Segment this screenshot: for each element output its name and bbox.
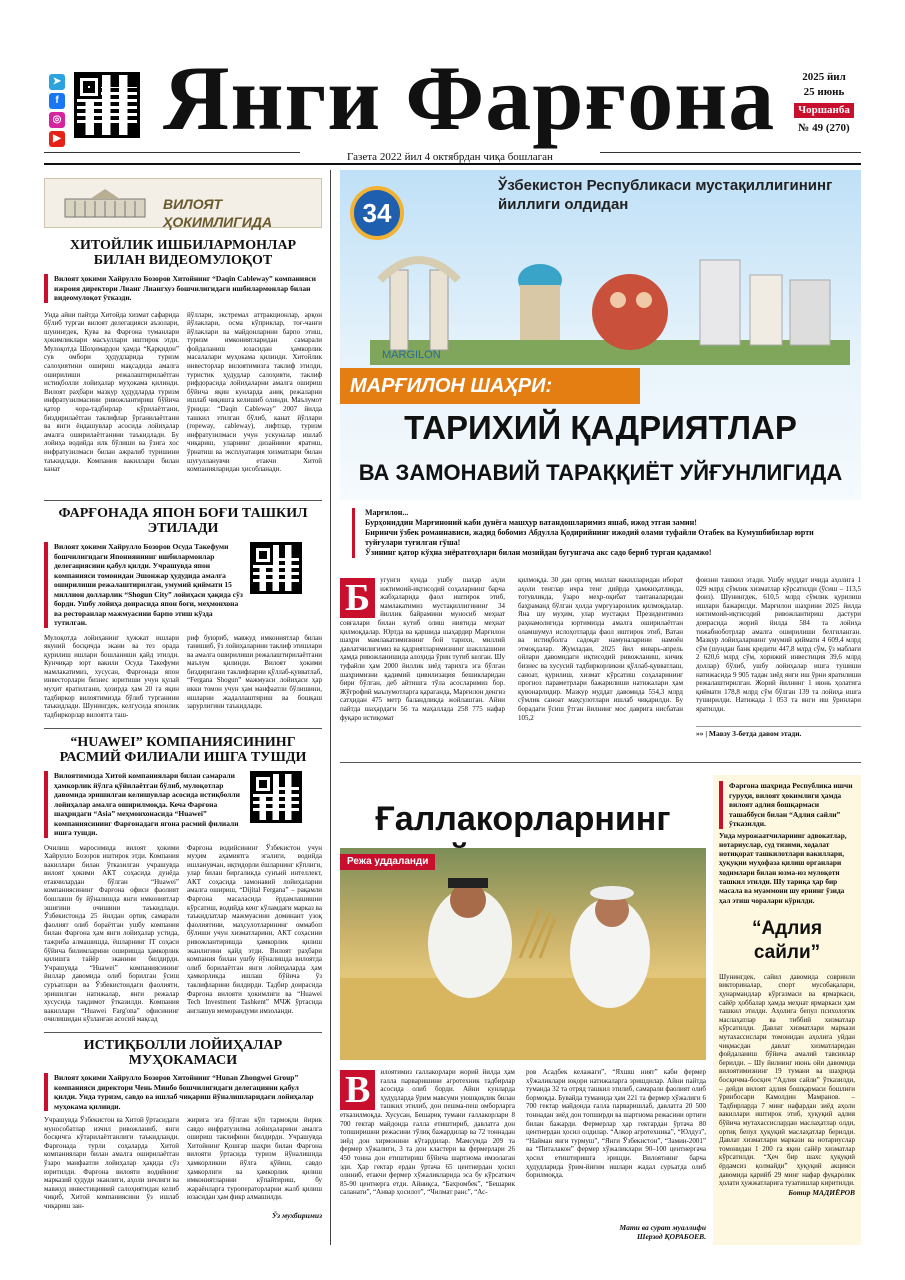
farmers-image xyxy=(340,868,706,1060)
article-body: ров Асадбек келажаги”, “Яхшш ният” каби фермер хўжаликлари юқори натижаларга эришдилар. Айни пайтда туманда 32 та отряд ташкил этилиб, самарали фаолият олиб бормоқда. Бувайда туманида ҳам 221 та фермер хўжалиги 6 700 гектар майдонда ғалла парваришлаб, давлатга 20 500 тоннадан зиёд дон топширди ва шартнома режасини ортиғи билан бажарди. Фермерлар ҳар гектардан ўртача 80 центнердан ҳосил олдилар. “Алкор агротехника”, “Юлдуз”, “Найман янги турмуш”, “Янги Ўзбекистон”, “Замин-2001” ва “Питалакон” фермер хўжаликлари 90–100 центнергача ҳосил етиштиришга эришди. Вилоятнинг барча ҳудудларида ўрим-йиғим ишлари жадал суръатда олиб борилмоқда. xyxy=(526,1068,706,1180)
article-body: Мулоқотда лойиҳанинг ҳужжат ишлари якуний босқичда экани ва тез орада қурилиш ишлари бошланиши қайд этилди. Кунчиқар юрт вакили Осуда Такефуми мамлакатимиз, хусусан, Фарғонада япон инвесторлари бизнес юритиши учун қулай муҳит яратилгани, ҳозирда ҳам 20 га яқин тадбиркор вилоятимизда бўлиб турганини таъкидлади. Шунингдек, келгусида японлик тадбиркорлар вилоятга таш- xyxy=(44,633,179,719)
headline-line: Ғаллакорларнинг xyxy=(375,800,671,838)
margilon-sign: MARGILON xyxy=(382,349,441,361)
quote-line: Марғилон... xyxy=(365,508,409,517)
article-title: ИСТИҚБОЛЛИ ЛОЙИҲАЛАР МУҲОКАМАСИ xyxy=(83,1038,283,1068)
banner-headline: ТАРИХИЙ ҚАДРИЯТЛАР xyxy=(404,409,797,446)
credit-line: Мати ва сурат муаллифи xyxy=(619,1223,706,1232)
article-japan-garden xyxy=(44,506,322,719)
city-tag: МАРҒИЛОН ШАҲРИ: xyxy=(340,368,640,404)
youtube-icon[interactable]: ▶ xyxy=(49,131,65,147)
sidebar-body: Шунингдек, сайил давомида совринли викториналар, спорт мусобақалари, ҳунармандлар кўргазмаси ва ярмаркаси, сайёр ҳоббалар ҳамда меҳнат ярмаркаси ҳам ташкил этилди. Аҳолига бепул психологик маслаҳатлар ва тиббий хизматлар кўрсатилди. Давлат хизматлари маркази мутахассислари томонидан аҳолига уйдан чиқмасдан давлат хизматларидан фойдаланиш бўйича амалий тавсиялар берилди. – Шу йилнинг июнь ойи давомида вилоятимизнинг 19 тумани ва шаҳрида босқичма-босқич “Адлия сайли” ўтказилди, – дейди вилоят адлия бошқармаси бошлиғи ўринбосари Камолдин Мамранов. – Тадбирларда 7 минг нафардан зиёд аҳоли вакиллари иштирок этиб, ҳуқуқий адлия бўйича мутахассислардан маслаҳатлар олди, ортиқ бепул ҳуқуқий маслаҳатлар берилди. Давлат хизматлари маркази ва нотариуслар томонидан 1 200 га яқин сайёр хизматлар кўрсатилди. “Ҳеч бир шахс ҳуқуқий ёрдамсиз қолмайди” ҳуқуқий акцияси давомида қарийб 29 минг нафар фуқаролик ҳолати ҳужжатларига тузатишлар киритилди. xyxy=(719,972,855,1188)
sidebar-intro: Фарғона шаҳрида Республика ишчи гуруҳи, вилоят ҳокимлиги ҳамда вилоят адлия бошқармаси ташаббуси билан “Адлия сайли” ўтказилди. xyxy=(719,781,855,829)
facebook-icon[interactable]: f xyxy=(49,93,65,109)
article-huawei xyxy=(44,735,322,1024)
adliya-sidebar xyxy=(713,775,861,1245)
divider xyxy=(44,163,861,165)
intro-quote xyxy=(352,508,852,558)
article-lead: Вилоятимизда Хитой компаниялари билан самарали ҳамкорлик йўлга қўйилаётган бўлиб, мулоқотлар давомида эришилган келишувлар асосида истиқболли лойиҳалар амалга оширилмоқда. Кеча Фарғона шаҳридаги “Asia” меҳмонхонасида “Huawei” компаниясининг Фарғонадаги ягона расмий филиали ишга тушди. xyxy=(44,771,244,838)
quote-line: Ўзининг қатор кўҳна зиёратгоҳлари билан мозийдан бугунгача акс садо бериб турган қадамжо! xyxy=(365,548,712,557)
qr-code[interactable] xyxy=(250,542,302,594)
social-icons xyxy=(49,74,67,150)
issue-day: Чоршанба xyxy=(794,103,854,118)
city-skyline-image xyxy=(370,240,850,365)
drop-cap: Б xyxy=(340,578,375,618)
instagram-icon[interactable]: ◎ xyxy=(49,112,65,128)
qr-code[interactable] xyxy=(250,771,302,823)
article-body: қилмоқда. 30 дан ортиқ миллат вакилларидан иборат аҳоли тенглар ичра тенг дийрда ҳамжиҳатликда, тотувликда, ўзаро меҳр-оқибат тантаналаридан баҳраманд бўлган ҳолда умргузаронлик қилмоқдалар. Яна шу муҳим, улар мустақил Президентимиз раҳнамолигида юртимизда амалга оширилаётган оламшумул ислоҳотларда фаол иштирок этиб, Ватан ва истиқболга садоқат намуналарини намоён этмоқдалар. Жумладан, 2025 йил январь-апрель ойлари давомидаги иқтисодий ривожланиш, кичик бизнес ва хусусий тадбиркорликни қўллаб-қувватлаш, саноат, қурилиш, хизмат кўрсатиш соҳаларининг прогноз параметрлари бажарилиши натижалари ҳам қувонарлидир. Мазкур муддат давомида 554,3 млрд сўмлик саноат маҳсулотлари ишлаб чиқарилди. Бу борадаги ўсиш ўтган йилнинг мос даврига нисбатан 105,2 xyxy=(518,576,683,722)
building-icon xyxy=(55,187,155,221)
sidebar-title: “Адлия сайли” xyxy=(751,917,823,963)
divider xyxy=(340,762,861,763)
newspaper-title: Янги Фарғона xyxy=(163,47,776,149)
quote-line: Биринчи ўзбек романнависи, жадид бобомиз Абдулла Қодирийнинг ижодий олами туфайли Отабек ва Кумушбибилар юрти туйғулари туғилган гўша! xyxy=(365,528,814,547)
sidebar-author: Ботир МАДИЁРОВ xyxy=(788,1187,855,1197)
article-title: ХИТОЙЛИК ИШБИЛАРМОНЛАР БИЛАН ВИДЕОМУЛОҚОТ xyxy=(69,238,297,268)
article-body: йўллари, экстремал аттракционлар, арқон йўлаклари, осма кўприклар, тоғ-чанғи йўлаклари ва майдонларини барпо этиш, туризм имкониятларидан самарали фойдаланиш юзасидан ҳамкорлик масалалари муҳокама қилинди. Хитойлик инвесторлар вилоятимизга таклиф этилди, туристик ҳудудлар салоҳияти, таклиф рифдорасида лойиҳаларни амалга ошириш бўйича яқин кунларда аниқ режаларни ишлаб чиқишга келишиб олинди. Маълумот ўрнида: “Daqin Cableway” 2007 йилда ташкил этилган бўлиб, канат йўллари (ropeway, cableway), лифтлар, туризм инфратузилмаси учун ускуналар ишлаб чиқариш, уларнинг дизайнини яратиш, ўрнатиш ва эксплуатация хизматлари билан шуғулланувчи етакчи Хитой компанияларидан ҳисобланади. xyxy=(187,310,322,474)
issue-info xyxy=(788,70,860,136)
article-author: Ўз мухбиримиз xyxy=(271,1210,322,1220)
banner-heading: Ўзбекистон Республикаси мустақиллигининг йиллиги олдидан xyxy=(498,177,833,213)
margilon-banner xyxy=(340,170,861,500)
anniversary-badge: 34 xyxy=(350,186,404,240)
credit-author: Шерзод ҚОРАБОЕВ. xyxy=(637,1232,706,1241)
issue-date: 25 июнь xyxy=(803,86,845,98)
article-body: жирига эга бўлган кўп тармоқли йирик савдо инфратузилма лойиҳаларини амалга ошириш таклифини билдирди. Учрашувда Хитойнинг Қошғар шаҳри билан Фарғона вилояти ўртасида туризм йўналишида ҳамкорликни йўлга қўйиш, савдо ҳамкорлиги ва ҳамкорлик қилиш имкониятларини кўпайтириш, бу жараёнларга туроператорларни жалб қилиш юзасидан ҳам фикр алмашилди. xyxy=(187,1116,322,1202)
article-video-meeting xyxy=(44,238,322,474)
article-title: “HUAWEI” КОМПАНИЯСИНИНГ РАСМИЙ ФИЛИАЛИ ИШГА ТУШДИ xyxy=(59,735,307,765)
article-lead: Вилоят ҳокими Хайрулло Бозоров Осуда Такефуми бошчилигидаги Японияниинг ишбилармонлар делегациясини қабул қилди. Учрашувда япон компанияси томонидан Эшонжар ҳудудида амалга оширилиши режалаштирилган, умумий қиймати 15 миллион долларлик “Shogun City” лойиҳаси ҳақида сўз борди. Ушбу лойиҳа доирасида япон боғи, меҳмонхона ва ресторанлар мажмуасини барпо этиш кўзда тутилган. xyxy=(44,542,244,628)
plan-tag: Режа уддаланди xyxy=(340,854,435,870)
article-prospective-projects xyxy=(44,1038,322,1220)
sidebar-lead: Унда мурожаатчиларнинг адвокатлар, нотариуслар, суд тизими, ходалат нотиқорат ташкилотлари вакиллари, ҳуқуқни муҳофаза қилиш органлари ходимлари билан юзма-юз мулоқоти ташкил этилди. Шу тариқа ҳар бир масала ва муаммони шу ернинг ўзида ҳал этиш чоралари кўрилди. xyxy=(719,830,847,905)
continued-text[interactable]: Мавзу 3-бетда давом этади. xyxy=(708,729,802,738)
masthead-qr-code[interactable] xyxy=(74,72,140,138)
article-body: угунги кунда ушбу шаҳар аҳли ижтимоий-иқтисодий соҳаларнинг барча жабҳаларида фаол иштирок этиб, мамлакатимиз мустақиллигининг 34 йиллик байрамини муносиб меҳнат совғалари билан кутиб олиш ниятида меҳнат қилмоқдалар. Юртда ва қаршида шаҳардир Марғилон шаҳри мамлакатимизнинг бой тарихи, миллий давлатчилигимиз ва қадриятларимизнинг шакллашини ҳамда ривожланишида алоҳида ўрин тутиб келган. Шу туфайли ҳам 2000 йиллик зиёд тарихга эга бўлган шаҳримизни қадимий цивилизация бешикларидан бири бўлган, деб айтишга тўла асосларимиз бор. Жўғрофий маълумотларга қараганда, Марғилон денгиз сатҳидан 475 метр баландликда жойлашган. Айни пайтда шаҳардаги 56 та маҳаллада 258 775 нафар фуқаро истиқомат xyxy=(340,576,505,722)
article-harvest xyxy=(340,1068,706,1243)
column-divider xyxy=(330,170,331,1245)
article-lead: Вилоят ҳокими Хайрулло Бозоров Хитойнинг “Daqin Cableway” компанияси ижроия директори Лианг Лиангхуэ бошчилигидаги ишбилармонлар билан видеомулоқот ўтказди. xyxy=(44,274,322,303)
divider xyxy=(44,728,322,729)
article-body: Учрашувда Ўзбекистон ва Хитой ўртасидаги мунособатлар изчил ривожланиб, янги босқичга кўтарилаётганлиги таъкидланди. Фарғонада турли соҳаларда Хитой компаниялари билан амалга оширилаётган ўзаро манфаатли лойиҳалар ҳақида сўз юритилди. Фарғона вилояти водийнинг марказий ҳудуди эканлиги, аҳоли зичлиги ва мавжуд инвестициявий салоҳиятидан келиб чиқиб, Хитой компаниясини ўз ишлаб чиқариш зан- xyxy=(44,1116,179,1210)
article-body: Очилиш маросимида вилоят ҳокими Хайрулло Бозоров иштирок этди. Компания вакиллари билан ўтказилган учрашувда вилоят ҳокими АКТ соҳасида дунёда етакчилардан бўлган “Huawei” компаниясининг Фарғона офиси фаолият бошлаши бу йўналишда янги имкониятлар эшигини очишини таъкидлади. Ўзбекистонда 25 йилдан ортиқ самарали фаолият олиб бораётган ушбу компания билан Фарғона ҳам янги лойиҳалар устида, тажриба алмашишда, ёшларнинг IT соҳаси бўйича билимларини оширишда ҳамкорлик қилишга тайёр эканини билдирди. Учрашувда “Huawei” компаниясининг йиллар давомида олиб борилган ўсиш суръатлари ва Ўзбекистондаги фаолияти, эришилган натижалар, янги режалар хусусида тақдимот ўтказилди. Компания вакиллари “Huawei Farg'ona” офисининг очилишидан кўзланган асосий мақсад xyxy=(44,843,179,1024)
article-title: ФАРҒОНАДА ЯПОН БОҒИ ТАШКИЛ ЭТИЛАДИ xyxy=(58,506,308,536)
harvest-photo xyxy=(340,848,706,1060)
hokimlik-label: ВИЛОЯТ ҲОКИМЛИГИДА xyxy=(163,196,273,230)
photo-credit xyxy=(526,1223,706,1241)
article-body: илоятимиз ғаллакорлари жорий йилда ҳам ғалла парваришини агротехник тадбирлар асосида олиб борди. Айни кунларда ҳудудларда ўрим мавсуми уюшқоқлик билан ташкил этилиб, дон пешма-пеш омборларга етказилмоқда. Хусусан, Бешариқ тумани ғаллакорлари 8 700 гектар майдонда ғалла етиштириб, давлатга дон топширишни режасини тўлиқ бажардилар ва 72 тоннадан зиёд дон хирмонини кўтардилар. Мамсумда 209 та фермер хўжалиги, 3 та дон кластери ва фермерлари 26 450 тонна дон етиштириш бўйича шартнома имзолаган эди. Ҳар гектар ердан ўртача 65 центнердан ҳосил олиниб, етакчи фермер хўжаликларида эса бу кўрсаткич 85-90 центнерга етди. Айниқса, “Бахромбек”, “Бешарик саланати”, “Анвар ҳосилот”, “Чилмат ранс”, “Ас- xyxy=(340,1068,515,1197)
divider xyxy=(44,500,322,501)
quote-line: Бурҳониддин Марғиноний каби дунёга машҳур ватандошларимиз яшаб, ижод этган замин! xyxy=(365,518,697,527)
article-body: Фарғона водийсининг Ўзбекистон учун муҳим аҳамиятга эгалиги, водийда ишланувчан, иқтидорли ёшларнинг кўплиги, улар билан биргаликда сунъий интеллект, АКТ соҳасида замонавий лойиҳаларни амалга ошириш, “Dijital Fergana” – рақамли Фарғона масаласида ёрдамлашишни кўрсатиш, водийда кенг кўламдаги марказ ва таъкидлатлар мажмуасини доминант узоқ фаолиятини, маҳсулотларининг оммабоп бўлиши учун хизматларини, АКТ соҳасини ривожлантиришда ҳамкорлик қилиш эканлигини қайд этди. Вилоят раҳбари компания билан ушбу йўналишда вилоятда олиб борилаётган янги лойиҳаларда ҳам ҳамкорликда ишлаш бўйича ўз таклифларини билдирди. Тадбир доирасида Фарғона вилояти ҳокимлиги ва “Huawei Tech Investment Tashkent” МЧЖ ўртасида англашув меморандуми имзоланди. xyxy=(187,843,322,1015)
article-body: фоизни ташкил этади. Ушбу муддат ичида аҳолига 1 029 млрд сўмлик хизматлар кўрсатилди (ўсиш – 113,5 фоиз). Шунингдек, 610,5 млрд сўмлик қурилиш ишлари бажарилди. Марғилон шаҳрини 2025 йилда ижтимоий-иқтисодий ривожлантириш дастури доирасида жорий йилда 584 та лойиҳа тижабноботрлар амалга оширилиши белгиланган. Мазкур лойиҳаларнинг умумий қиймати 4 609,4 млрд сўм (шундан банк кредити 447,8 млрд сўм, ўз маблағи 2 620,6 млрд сўм, хорижий инвестиция 39,6 млрд доллар) бўлиб, ушбу лойиҳалар ишга тушиши натижасида 9 905 тадан зиёд янги иш ўрни яратилиши режалаштирилган. Жорий йилнинг 1 июнь ҳолатига қиймати 178,8 млрд сўм бўлган 139 та лойиҳа ишга туширилди. Натижада 1 053 та янги иш ўринлари яратилди. xyxy=(696,576,861,713)
founded-note: Газета 2022 йил 4 октябрдан чиқа бошлаган xyxy=(300,150,600,164)
article-margilon xyxy=(340,576,861,766)
drop-cap: В xyxy=(340,1070,375,1110)
article-body: Унда айни пайтда Хитойда хизмат сафарида бўлиб турган вилоят делегацияси аъзолари, шунингдек, Қува ва Фарғона туманлари ҳокимликлари масъуллари иштирок этди. Мулоқотда Шоҳимардон ҳамда “Қарқидон” сув омбори ҳудудларида туризм салоҳиятини ошириш мақсадида амалга оширилиши режалаштирилаётган истиқболли лойиҳалар муҳокама қилинди. Вилоят раҳбари мазкур ҳудудларда туризм инфратузилмасини ривожлантириш бўйича қатор чора-тадбирлар кўрилаётгани, биздирилаётган таклифлар ўрганилаётгани ва янги ёндашувлар асосида лойиҳалар амалга оширилаётганини таъкидлади. Бу лойиҳа водийда илк бўлиши ва ўзига хос инфратузилмаси билан ажралиб туришини таъкидлади. Компания вакиллари билан канат xyxy=(44,310,179,474)
continued-note xyxy=(696,726,861,739)
banner-subheadline: ВА ЗАМОНАВИЙ ТАРАҚҚИЁТ УЙҒУНЛИГИДА xyxy=(358,460,843,485)
article-body: риф буюриб, мавжуд имкониятлар билан танишиб, ўз лойиҳаларини таклиф этишлари ва амалга оширилиши режалаштирилаётгани маълум қилинди. Вилоят ҳокими биздиригани таклифларни қўллаб-қувватлаб, “Fergana Shogun” мажмуаси лойиҳаси ҳар икки томон учун ҳам манфаатли бўлишини, ишларни жадаллаштириш ва бошқаш зарурлигини таъкидлади. xyxy=(187,633,322,711)
telegram-icon[interactable]: ➤ xyxy=(49,74,65,90)
issue-number: № 49 (270) xyxy=(798,122,850,134)
hokimlik-badge xyxy=(44,178,322,228)
divider xyxy=(44,1032,322,1033)
article-lead: Вилоят ҳокими Хайрулло Бозоров Хитойнинг “Hunan Zhongwei Group” компанияси директори Чень Минбо бошчилигидаги делегацияни қабул қилди. Унда туризм, савдо ва ишлаб чиқариш йўналишларидаги лойиҳалар муҳокама қилинди. xyxy=(44,1073,322,1111)
issue-year: 2025 йил xyxy=(802,71,846,83)
arrow-icon: »» | xyxy=(696,729,709,738)
